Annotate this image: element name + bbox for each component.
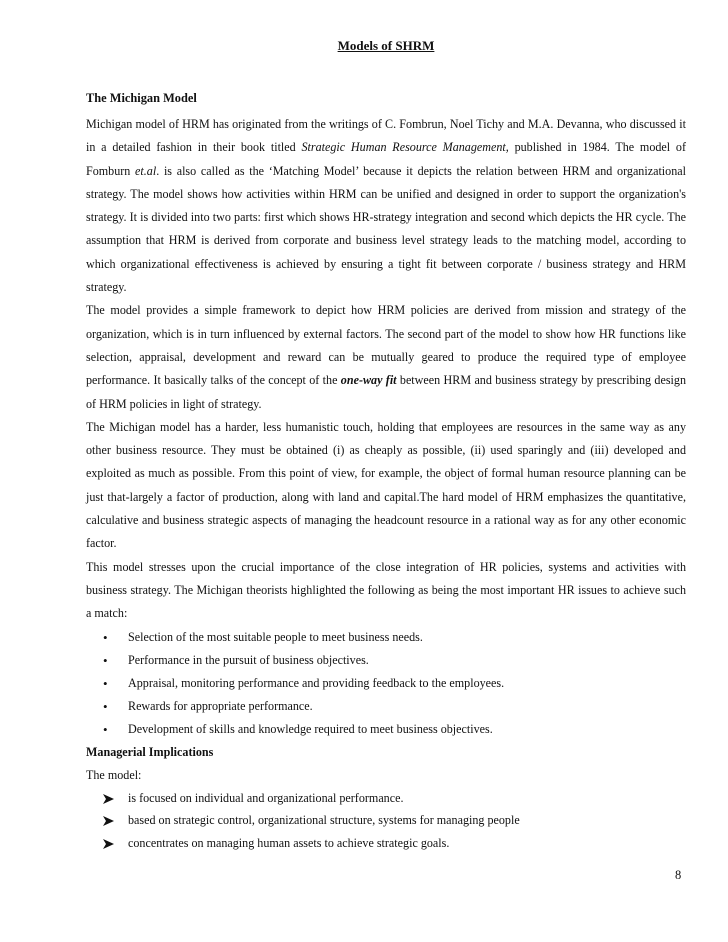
paragraph-text: The model provides a simple framework to depict how HRM policies are derived from mission and strategy of the organization, which is in turn influenced by external factors. The second part of the model to show how HR functions like selection, appraisal, development and reward can be mutually geared to produce the required type of employee performance. It basically talks of the concept of the bbox=[86, 303, 686, 388]
section-heading-managerial-implications: Managerial Implications bbox=[86, 744, 214, 759]
paragraph-hard-model: The Michigan model has a harder, less humanistic touch, holding that employees are resources in the same way as any other business resource. They must be obtained (i) as cheaply as possible, (ii) used sparingly and (iii) developed and exploited as much as possible. From this point of view, for example, the object of formal human resource planning can be just that-largely a factor of production, along with land and capital.The hard model of HRM emphasizes the quantitative, calculative and business strategic aspects of managing the headcount resource in a rational way as for any other economic factor. bbox=[86, 419, 686, 551]
bullet-icon: • bbox=[103, 652, 108, 668]
paragraph-text: . is also called as the ‘Matching Model’ because it depicts the relation between HRM and organizational strategy. The model shows how activities within HRM can be unified and designed in order to support the organization's strategy. It is divided into two parts: first which shows HR-strategy integration and second which depicts the HR cycle. The assumption that HRM is derived from corporate and business level strategy leads to the matching model, according to which organizational effectiveness is achieved by ensuring a tight fit between corporate / business strategy and HRM strategy. bbox=[86, 163, 686, 295]
list-item-text: based on strategic control, organizational structure, systems for managing people bbox=[128, 813, 520, 828]
list-item bbox=[86, 672, 686, 695]
document-title: Models of SHRM bbox=[337, 38, 435, 53]
bullet-icon: • bbox=[103, 629, 108, 645]
list-item bbox=[86, 695, 686, 718]
page-number: 8 bbox=[675, 868, 682, 882]
etal-abbreviation: et.al bbox=[135, 163, 157, 178]
list-item bbox=[86, 809, 686, 832]
paragraph-michigan-origin bbox=[86, 113, 686, 299]
paragraph-text: published in 1984. The model of Fomburn bbox=[86, 140, 686, 178]
bullet-icon: • bbox=[103, 721, 108, 737]
arrow-bullet-icon bbox=[103, 809, 115, 826]
bullet-icon: • bbox=[103, 698, 108, 714]
book-title: Strategic Human Resource Management, bbox=[301, 140, 509, 155]
bullet-icon: • bbox=[103, 675, 108, 691]
arrow-bullet-icon bbox=[103, 787, 115, 804]
list-item-text: is focused on individual and organizational performance. bbox=[128, 790, 404, 805]
paragraph-framework bbox=[86, 299, 686, 415]
paragraph-integration: This model stresses upon the crucial importance of the close integration of HR policies, systems and activities with business strategy. The Michigan theorists highlighted the following as being the most important HR issues to achieve such a match: bbox=[86, 559, 686, 621]
hr-issues-bullet-list bbox=[86, 626, 686, 741]
list-item bbox=[86, 718, 686, 741]
list-item-text: Performance in the pursuit of business objectives. bbox=[128, 652, 369, 667]
list-item bbox=[86, 832, 686, 855]
arrow-bullet-icon bbox=[103, 832, 115, 849]
document-page bbox=[86, 38, 686, 854]
list-item-text: Development of skills and knowledge required to meet business objectives. bbox=[128, 721, 493, 736]
list-item-text: Selection of the most suitable people to meet business needs. bbox=[128, 629, 423, 644]
list-item bbox=[86, 626, 686, 649]
list-item bbox=[86, 787, 686, 810]
list-item-text: Appraisal, monitoring performance and providing feedback to the employees. bbox=[128, 675, 505, 690]
list-item bbox=[86, 649, 686, 672]
paragraph-text: Michigan model of HRM has originated from the writings of C. Fombrun, Noel Tichy and M.A. Devanna, who discussed it in a detailed fashion in their book titled bbox=[86, 117, 686, 155]
paragraph-text: between HRM and business strategy by prescribing design of HRM policies in light of strategy. bbox=[86, 373, 686, 411]
section-heading-michigan-model: The Michigan Model bbox=[86, 91, 197, 105]
managerial-implications-list bbox=[86, 787, 686, 855]
one-way-fit-emphasis: one-way fit bbox=[340, 373, 397, 388]
list-item-text: Rewards for appropriate performance. bbox=[128, 698, 313, 713]
list-item-text: concentrates on managing human assets to achieve strategic goals. bbox=[128, 835, 450, 850]
model-intro-text: The model: bbox=[86, 767, 142, 782]
